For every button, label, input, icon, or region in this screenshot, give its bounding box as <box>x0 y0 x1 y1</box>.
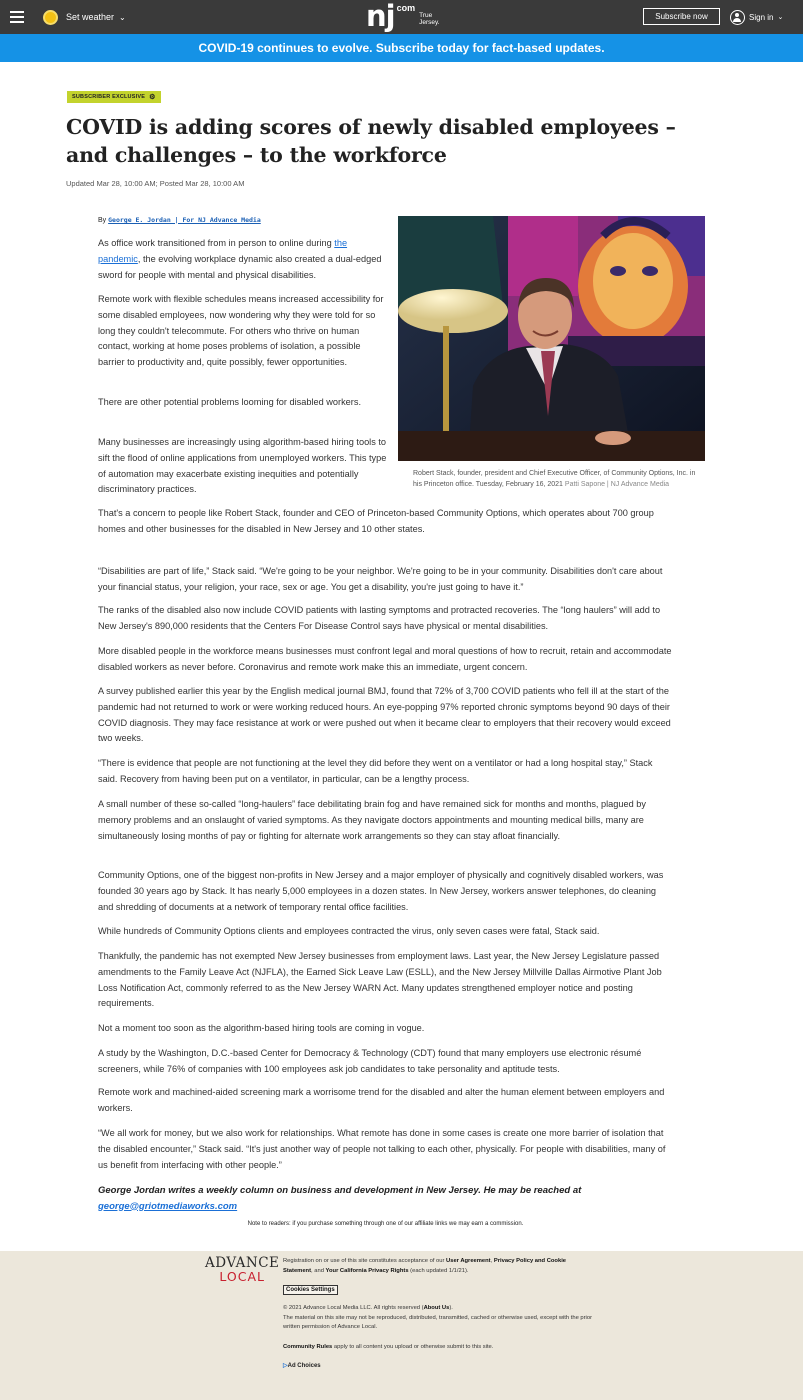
photo-robert-stack <box>398 216 705 461</box>
paragraph-13: While hundreds of Community Options clients and employees contracted the virus, only seven cases were fatal, Stack said. <box>98 926 600 936</box>
paragraph-2: Remote work with flexible schedules means increased accessibility for some disabled employees, now wondering why they were told for so long they couldn't telecommute. For others who thrive on human contact, working at home poses problems of isolation, a possible barrier to productivity and, quite possibly, fewer opportunities. <box>98 294 384 368</box>
registration-notice: Registration on or use of this site constitutes acceptance of our User Agreement, Privacy Policy and Cookie Statement, and Your California Privacy Rights (each updated 1/1/21). <box>283 1258 567 1274</box>
site-footer <box>0 1251 803 1400</box>
pandemic-link[interactable]: the pandemic <box>98 238 348 264</box>
paragraph-14: Thankfully, the pandemic has not exempted New Jersey businesses from employment laws. Last year, the New Jersey Legislature passed amendments to the Family Leave Act (NJFLA), the Earned Sick Leave Law (ESLL), and the New Jersey Millville Dallas Airmotive Plant Job Loss Notification Act, commonly referred to as the New Jersey WARN Act. Many updates strengthened employer notice and posting requirements. <box>98 951 662 1009</box>
paragraph-3: There are other potential problems looming for disabled workers. <box>98 397 361 407</box>
affiliate-note: Note to readers: if you purchase something through one of our affiliate links we may earn a commission. <box>247 1221 524 1227</box>
byline: By George E. Jordan | For NJ Advance Media <box>98 216 261 224</box>
chevron-down-icon: ⌄ <box>777 14 784 21</box>
ad-choices-link[interactable]: ▷Ad Choices <box>283 1363 321 1369</box>
subscriber-exclusive-badge: SUBSCRIBER EXCLUSIVE ⚙ <box>67 91 161 103</box>
article-photo[interactable] <box>398 216 705 461</box>
community-rules-notice: Community Rules apply to all content you upload or otherwise submit to this site. <box>283 1344 494 1350</box>
top-navigation-bar <box>0 0 803 34</box>
article-timestamp: Updated Mar 28, 10:00 AM; Posted Mar 28, 10:00 AM <box>66 179 245 188</box>
advance-local-logo[interactable]: ADVANCE LOCAL <box>205 1255 280 1284</box>
weather-selector[interactable] <box>43 8 126 26</box>
logo-nj: nj <box>366 0 395 33</box>
paragraph-7: The ranks of the disabled also now include COVID patients with lasting symptoms and protracted recoveries. The “long haulers” will add to New Jersey's 890,000 residents that the Centers For Disease Control says have physical or mental disabilities. <box>98 605 661 631</box>
covid-subscribe-banner[interactable]: COVID-19 continues to evolve. Subscribe today for fact-based updates. <box>0 34 803 62</box>
logo-com: com <box>396 3 416 13</box>
paragraph-17: Remote work and machined-aided screening mark a worrisome trend for the disabled and alter the human element between employers and workers. <box>98 1087 665 1113</box>
sun-icon <box>43 10 58 25</box>
sign-in-button[interactable] <box>730 8 783 26</box>
paragraph-6: “Disabilities are part of life,” Stack said. “We're going to be your neighbor. We're going to be in your community. Disabilities don't care about your financial status, your religion, your race, sex or age. You get a disability, you're just going to have it.” <box>98 566 663 592</box>
article-headline: COVID is adding scores of newly disabled employees – and challenges – to the workforce <box>66 115 676 167</box>
paragraph-12: Community Options, one of the biggest non-profits in New Jersey and a major employer of physically and cognitively disabled workers, was founded 30 years ago by Stack. It has nearly 5,000 employees in a dozen states. In New Jersey, workers answer telephones, do cleaning and shredding of documents at a network of temporary rental office facilities. <box>98 870 664 912</box>
menu-icon[interactable] <box>10 11 24 23</box>
subscribe-button[interactable]: Subscribe now <box>643 8 720 25</box>
copyright-notice: © 2021 Advance Local Media LLC. All rights reserved (About Us). The material on this site may not be reproduced, distributed, transmitted, cached or otherwise used, except with the prior written permission of Advance Local. <box>283 1305 593 1330</box>
cookies-settings-button[interactable]: Cookies Settings <box>283 1285 338 1295</box>
author-link[interactable]: George E. Jordan | For NJ Advance Media <box>108 216 261 224</box>
author-signoff: George Jordan writes a weekly column on business and development in New Jersey. He may be reached at george@griotmediaworks.com <box>98 1185 582 1212</box>
community-rules-link[interactable]: Community Rules <box>283 1344 333 1350</box>
chevron-down-icon: ⌄ <box>119 12 126 22</box>
key-icon: ⚙ <box>149 94 156 101</box>
photo-caption: Robert Stack, founder, president and Chief Executive Officer, of Community Options, Inc. in his Princeton office. Tuesday, February 16, 2021 Patti Sapone | NJ Advance Media <box>413 470 696 488</box>
california-privacy-link[interactable]: Your California Privacy Rights <box>325 1267 409 1274</box>
paragraph-4: Many businesses are increasingly using algorithm-based hiring tools to sift the flood of online applications from unemployed workers. This type of automation may exacerbate existing inequities and potentially discriminatory practices. <box>98 437 387 495</box>
logo-tagline: True Jersey. <box>419 12 440 26</box>
weather-label: Set weather <box>66 12 115 22</box>
paragraph-1: As office work transitioned from in person to online during the pandemic, the evolving workplace dynamic also created a dual-edged sword for people with mental and physical disabilities. <box>98 238 382 280</box>
paragraph-8: More disabled people in the workforce means businesses must confront legal and moral questions of how to recruit, retain and accommodate disabled workers as never before. Coronavirus and remote work make this an immediate, urgent concern. <box>98 646 672 672</box>
about-us-link[interactable]: About Us <box>423 1305 450 1311</box>
author-email-link[interactable]: george@griotmediaworks.com <box>98 1200 238 1212</box>
paragraph-16: A study by the Washington, D.C.-based Center for Democracy & Technology (CDT) found that many employers use electronic résumé screeners, while 76% of companies with 100 employees ask job candidates to take personality and aptitude tests. <box>98 1048 642 1074</box>
paragraph-11: A small number of these so-called “long-haulers” face debilitating brain fog and have remained sick for months and months, plagued by memory problems and an onslaught of varied symptoms. As they navigate doctors appointments and mounting medical bills, many are simultaneously losing months of pay or fighting for alternate work arrangements so they can stay afloat financially. <box>98 799 646 841</box>
user-agreement-link[interactable]: User Agreement <box>446 1258 491 1264</box>
paragraph-9: A survey published earlier this year by the English medical journal BMJ, found that 72% of 3,700 COVID patients who fell ill at the start of the pandemic had not returned to work or were working reduced hours. An eye-popping 97% reported chronic symptoms beyond 90 days of their COVID diagnosis. They may face resistance at work or were pushed out when it became clear to employers that their recovery would exceed two weeks. <box>98 686 671 744</box>
paragraph-18: “We all work for money, but we also work for relationships. What remote has done in some cases is create one more barrier of isolation that the disabled encounter,” Stack said. “It's just another way of people not talking to each other, physically. For people with disabilities, many of us benefit from interfacing with other people.” <box>98 1128 666 1170</box>
photo-credit: Patti Sapone | NJ Advance Media <box>564 480 670 488</box>
privacy-policy-link[interactable]: Privacy Policy and Cookie Statement <box>283 1258 567 1274</box>
sign-in-label: Sign in <box>749 12 774 22</box>
paragraph-15: Not a moment too soon as the algorithm-based hiring tools are coming in vogue. <box>98 1023 425 1033</box>
paragraph-10: “There is evidence that people are not functioning at the level they did before they went on a ventilator or had a long hospital stay,” Stack said. Recovery from having been put on a ventilator, in particular, can be a lengthy process. <box>98 758 653 784</box>
paragraph-5: That's a concern to people like Robert Stack, founder and CEO of Princeton-based Community Options, which operates about 700 group homes and other businesses for the disabled in New Jersey and 10 other states. <box>98 508 654 534</box>
adchoices-icon: ▷ <box>283 1363 288 1369</box>
user-icon <box>730 10 745 25</box>
site-logo[interactable] <box>366 2 440 32</box>
